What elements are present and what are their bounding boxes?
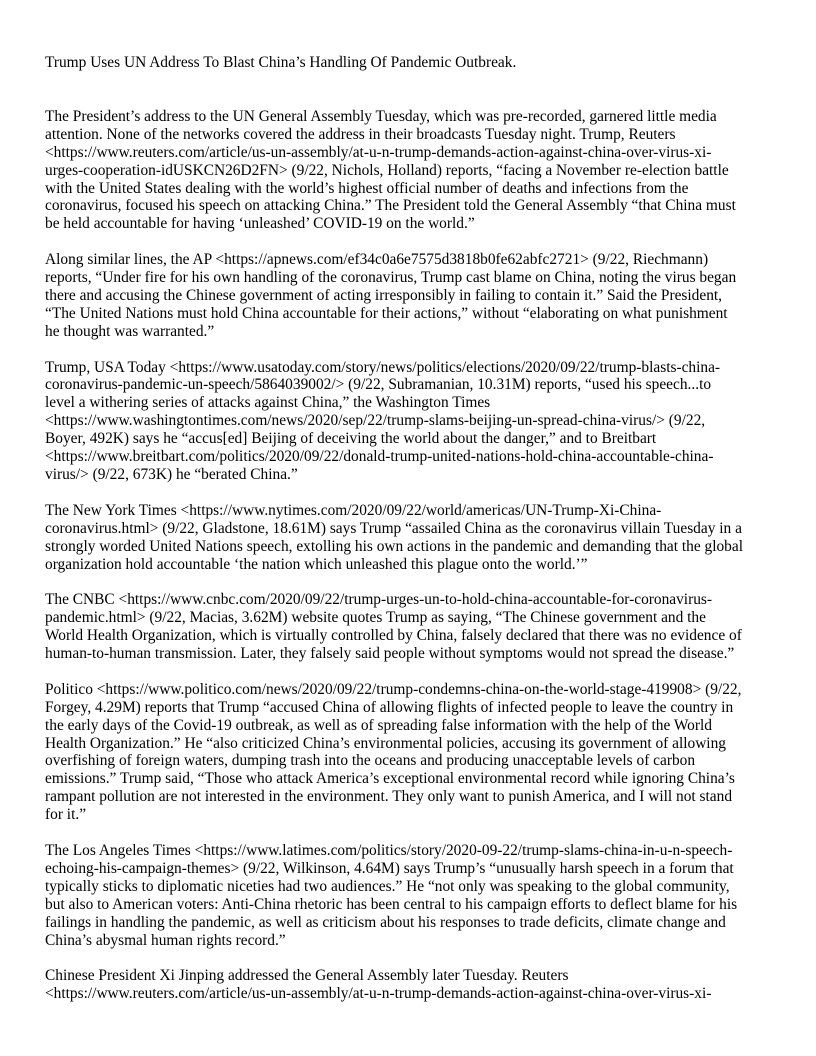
text-line: Health Organization.” He “also criticized China’s environmental policies, accusing its government of allowing bbox=[45, 734, 726, 752]
paragraph bbox=[45, 108, 775, 233]
text-line: organization hold accountable ‘the nation which unleashed this plague onto the world.’” bbox=[45, 555, 588, 573]
text-line: rampant pollution are not interested in the environment. They only want to punish America, and I will not stand bbox=[45, 788, 733, 806]
paragraph bbox=[45, 681, 775, 824]
text-line: Trump, USA Today <https://www.usatoday.com/story/news/politics/elections/2020/09/22/trump-blasts-china- bbox=[45, 358, 721, 376]
text-line: <https://www.breitbart.com/politics/2020/09/22/donald-trump-united-nations-hold-china-accountable-china- bbox=[45, 448, 714, 466]
text-line: overfishing of foreign waters, dumping trash into the oceans and producing unacceptable levels of carbon bbox=[45, 752, 696, 770]
text-line: emissions.” Trump said, “Those who attack America’s exceptional environmental record while ignoring China’s bbox=[45, 770, 735, 788]
text-line: Along similar lines, the AP <https://apnews.com/ef34c0a6e7575d3818b0fe62abfc2721> (9/22, Riechmann) bbox=[45, 251, 709, 269]
text-line: urges-cooperation-idUSKCN26D2FN> (9/22, Nichols, Holland) reports, “facing a November re-election battle bbox=[45, 161, 729, 179]
text-line: <https://www.reuters.com/article/us-un-assembly/at-u-n-trump-demands-action-against-china-over-virus-xi- bbox=[45, 985, 712, 1003]
paragraph bbox=[45, 591, 775, 663]
text-line: Boyer, 492K) says he “accus[ed] Beijing of deceiving the world about the danger,” and to Breitbart bbox=[45, 430, 657, 448]
text-line: failings in handling the pandemic, as well as criticism about his responses to trade deficits, climate change and bbox=[45, 913, 726, 931]
text-line: Chinese President Xi Jinping addressed the General Assembly later Tuesday. Reuters bbox=[45, 967, 569, 985]
text-line: coronavirus.html> (9/22, Gladstone, 18.61M) says Trump “assailed China as the coronavirus villain Tuesday in a bbox=[45, 519, 742, 537]
text-line: <https://www.reuters.com/article/us-un-assembly/at-u-n-trump-demands-action-against-china-over-virus-xi- bbox=[45, 143, 712, 161]
text-line: with the United States dealing with the world’s highest official number of deaths and infections from the bbox=[45, 179, 689, 197]
text-line: China’s abysmal human rights record.” bbox=[45, 931, 286, 949]
text-line: coronavirus-pandemic-un-speech/5864039002/> (9/22, Subramanian, 10.31M) reports, “used his speech...to bbox=[45, 376, 712, 394]
text-line: be held accountable for having ‘unleashed’ COVID-19 on the world.” bbox=[45, 215, 475, 233]
text-line: human-to-human transmission. Later, they falsely said people without symptoms would not spread the disease.” bbox=[45, 645, 735, 663]
text-line: he thought was warranted.” bbox=[45, 322, 215, 340]
text-line: <https://www.washingtontimes.com/news/2020/sep/22/trump-slams-beijing-un-spread-china-virus/> (9/22, bbox=[45, 412, 706, 430]
article-body bbox=[45, 108, 775, 1003]
paragraph bbox=[45, 251, 775, 341]
text-line: The New York Times <https://www.nytimes.com/2020/09/22/world/americas/UN-Trump-Xi-China- bbox=[45, 501, 662, 519]
text-line: for it.” bbox=[45, 806, 87, 824]
paragraph bbox=[45, 842, 775, 949]
paragraph bbox=[45, 502, 775, 574]
paragraph bbox=[45, 967, 775, 1003]
text-line: typically sticks to diplomatic niceties had two audiences.” He “not only was speaking to the global community, bbox=[45, 877, 730, 895]
text-line: Forgey, 4.29M) reports that Trump “accused China of allowing flights of infected people to leave the country in bbox=[45, 698, 734, 716]
text-line: the early days of the Covid-19 outbreak, as well as of spreading false information with the help of the World bbox=[45, 716, 712, 734]
text-line: but also to American voters: Anti-China rhetoric has been central to his campaign efforts to deflect blame for his bbox=[45, 895, 738, 913]
text-line: The CNBC <https://www.cnbc.com/2020/09/22/trump-urges-un-to-hold-china-accountable-for-coronavirus- bbox=[45, 591, 713, 609]
text-line: Politico <https://www.politico.com/news/2020/09/22/trump-condemns-china-on-the-world-stage-419908> (9/22, bbox=[45, 680, 742, 698]
text-line: “The United Nations must hold China accountable for their actions,” without “elaborating on what punishment bbox=[45, 304, 728, 322]
paragraph bbox=[45, 359, 775, 484]
text-line: level a withering series of attacks against China,” the Washington Times bbox=[45, 394, 491, 412]
text-line: echoing-his-campaign-themes> (9/22, Wilkinson, 4.64M) says Trump’s “unusually harsh speech in a forum that bbox=[45, 859, 734, 877]
text-line: there and accusing the Chinese government of acting irresponsibly in failing to contain it.” Said the President, bbox=[45, 286, 723, 304]
text-line: The Los Angeles Times <https://www.latimes.com/politics/story/2020-09-22/trump-slams-china-in-u-n-speech- bbox=[45, 841, 733, 859]
text-line: pandemic.html> (9/22, Macias, 3.62M) website quotes Trump as saying, “The Chinese government and the bbox=[45, 609, 706, 627]
page-title: Trump Uses UN Address To Blast China’s Handling Of Pandemic Outbreak. bbox=[45, 54, 517, 71]
text-line: World Health Organization, which is virtually controlled by China, falsely declared that there was no evidence of bbox=[45, 627, 742, 645]
text-line: strongly worded United Nations speech, extolling his own actions in the pandemic and demanding that the global bbox=[45, 537, 743, 555]
document-page bbox=[45, 54, 775, 1021]
text-line: The President’s address to the UN General Assembly Tuesday, which was pre-recorded, garnered little media bbox=[45, 107, 717, 125]
text-line: virus/> (9/22, 673K) he “berated China.” bbox=[45, 466, 298, 483]
text-line: coronavirus, focused his speech on attacking China.” The President told the General Assembly “that China must bbox=[45, 197, 736, 215]
text-line: reports, “Under fire for his own handling of the coronavirus, Trump cast blame on China, noting the virus began bbox=[45, 269, 737, 287]
text-line: attention. None of the networks covered the address in their broadcasts Tuesday night. Trump, Reuters bbox=[45, 125, 676, 143]
